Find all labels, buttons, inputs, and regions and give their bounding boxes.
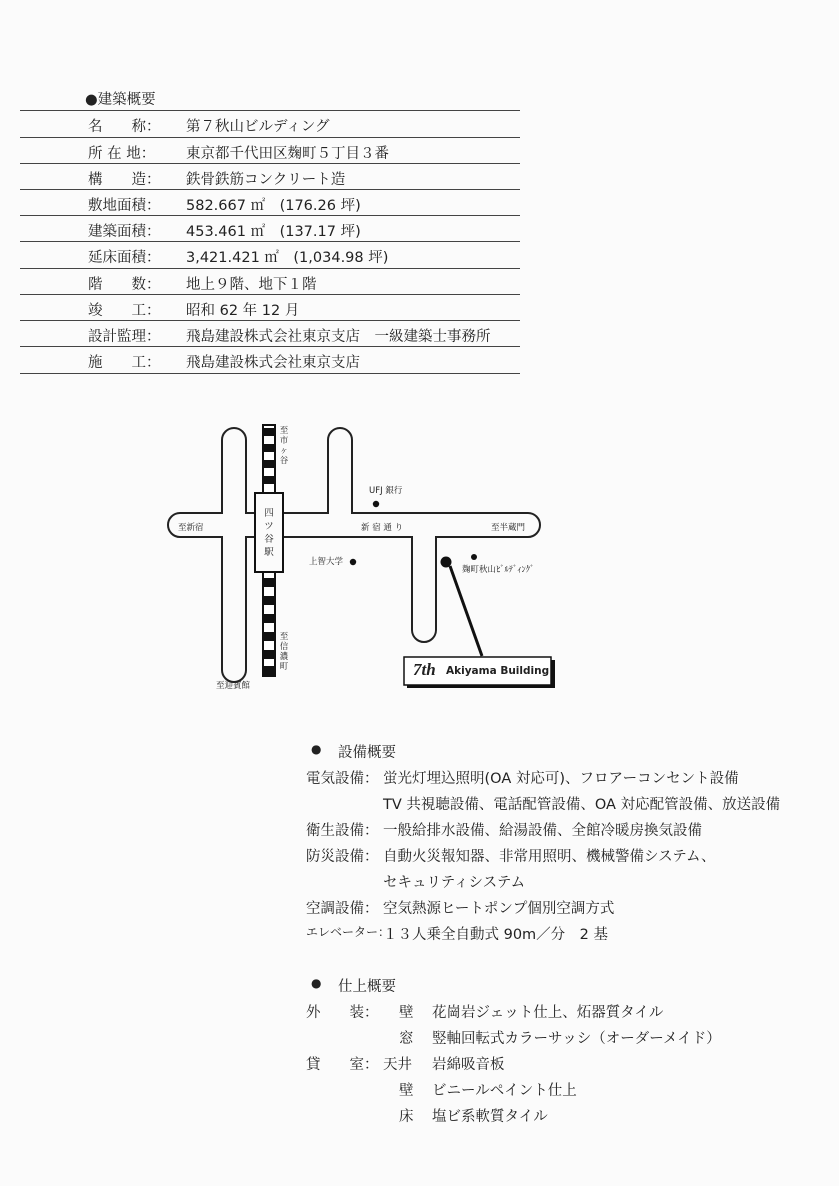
- equipment-value: 空気熱源ヒートポンプ個別空調方式: [383, 901, 615, 917]
- bullet-icon: ●: [311, 976, 322, 990]
- overview-label: 竣 工：: [88, 303, 161, 319]
- finish-sub-label: 天井: [383, 1057, 412, 1073]
- overview-value: 地上９階、地下１階: [186, 277, 317, 293]
- map-label-kojimachi-akiyama: 麹町秋山ﾋﾞﾙﾃﾞｨﾝｸﾞ: [462, 565, 535, 575]
- overview-label: 所 在 地：: [88, 146, 156, 162]
- finish-value: 塩ビ系軟質タイル: [432, 1109, 548, 1125]
- equipment-heading: 設備概要: [338, 745, 396, 761]
- overview-label: 階 数：: [88, 277, 161, 293]
- map-label-to-shinjuku: 至新宿: [178, 523, 204, 533]
- finish-sub-label: 壁: [399, 1083, 414, 1099]
- equipment-value: １３人乗全自動式 90m／分 2 基: [383, 927, 609, 943]
- finish-sub-label: 窓: [399, 1031, 414, 1047]
- overview-label: 名 称：: [88, 119, 161, 135]
- map-label-to-ichigaya: 至市ヶ谷: [279, 426, 289, 466]
- equipment-value: TV 共視聴設備、電話配管設備、OA 対応配管設備、放送設備: [383, 797, 781, 813]
- building-sign-number: 7th: [413, 660, 436, 679]
- finish-label: 外 装：: [306, 1005, 379, 1021]
- equipment-label: 空調設備：: [306, 901, 379, 917]
- map-label-shinjuku-dori: 新 宿 通 り: [361, 523, 404, 533]
- overview-value: 582.667 ㎡ (176.26 坪): [186, 198, 361, 214]
- overview-label: 建築面積：: [88, 224, 161, 240]
- equipment-value: 自動火災報知器、非常用照明、機械警備システム、: [383, 849, 716, 865]
- kojimachi-dot: [471, 554, 477, 560]
- bullet-icon: ●: [311, 742, 322, 756]
- finish-sub-label: 床: [399, 1109, 414, 1125]
- road-outline: [168, 428, 540, 682]
- overview-label: 敷地面積：: [88, 198, 161, 214]
- overview-label: 設計監理：: [88, 329, 161, 345]
- ufj-bank-dot: [373, 501, 379, 507]
- overview-value: 453.461 ㎡ (137.17 坪): [186, 224, 361, 240]
- railway-south: [263, 572, 275, 676]
- equipment-value: 一般給排水設備、給湯設備、全館冷暖房換気設備: [383, 823, 702, 839]
- overview-label: 構 造：: [88, 172, 161, 188]
- overview-heading: ●建築概要: [85, 92, 156, 108]
- overview-value: 昭和 62 年 12 月: [186, 303, 300, 319]
- equipment-label: 電気設備：: [306, 771, 379, 787]
- map-label-to-shinanomachi: 至信濃町: [279, 632, 289, 672]
- equipment-label: 防災設備：: [306, 849, 379, 865]
- equipment-value: セキュリティシステム: [383, 875, 526, 891]
- finish-value: 竪軸回転式カラーサッシ（オーダーメイド）: [432, 1031, 721, 1047]
- equipment-label: 衛生設備：: [306, 823, 379, 839]
- overview-value: 飛島建設株式会社東京支店 一級建築士事務所: [186, 329, 491, 345]
- equipment-value: 蛍光灯埋込照明(OA 対応可)、フロアーコンセント設備: [383, 771, 739, 787]
- equipment-label: エレベーター：: [306, 925, 391, 939]
- map-label-to-hanzomon: 至半蔵門: [491, 523, 526, 533]
- pointer-line: [450, 566, 482, 656]
- overview-value: 第７秋山ビルディング: [186, 119, 330, 135]
- map-label-to-geihinkan: 至迎賓館: [216, 681, 251, 691]
- finish-label: 貸 室：: [306, 1057, 379, 1073]
- overview-value: 飛島建設株式会社東京支店: [186, 355, 360, 371]
- map-label-sophia-univ: 上智大学: [309, 557, 344, 567]
- overview-label: 延床面積：: [88, 250, 161, 266]
- finish-heading: 仕上概要: [338, 979, 396, 995]
- map-label-yotsuya-station: 四ツ谷駅: [264, 508, 274, 558]
- overview-label: 施 工：: [88, 355, 161, 371]
- building-location-marker: [441, 557, 452, 568]
- sophia-univ-dot: [350, 559, 356, 565]
- finish-value: 花崗岩ジェット仕上、炻器質タイル: [432, 1005, 664, 1021]
- building-sign-text: Akiyama Building: [446, 665, 550, 677]
- overview-value: 鉄骨鉄筋コンクリート造: [186, 172, 346, 188]
- overview-value: 3,421.421 ㎡ (1,034.98 坪): [186, 250, 389, 266]
- finish-sub-label: 壁: [399, 1005, 414, 1021]
- finish-value: 岩綿吸音板: [432, 1057, 505, 1073]
- finish-value: ビニールペイント仕上: [432, 1083, 577, 1099]
- map-label-ufj-bank: UFJ 銀行: [369, 486, 403, 496]
- overview-value: 東京都千代田区麹町５丁目３番: [186, 146, 389, 162]
